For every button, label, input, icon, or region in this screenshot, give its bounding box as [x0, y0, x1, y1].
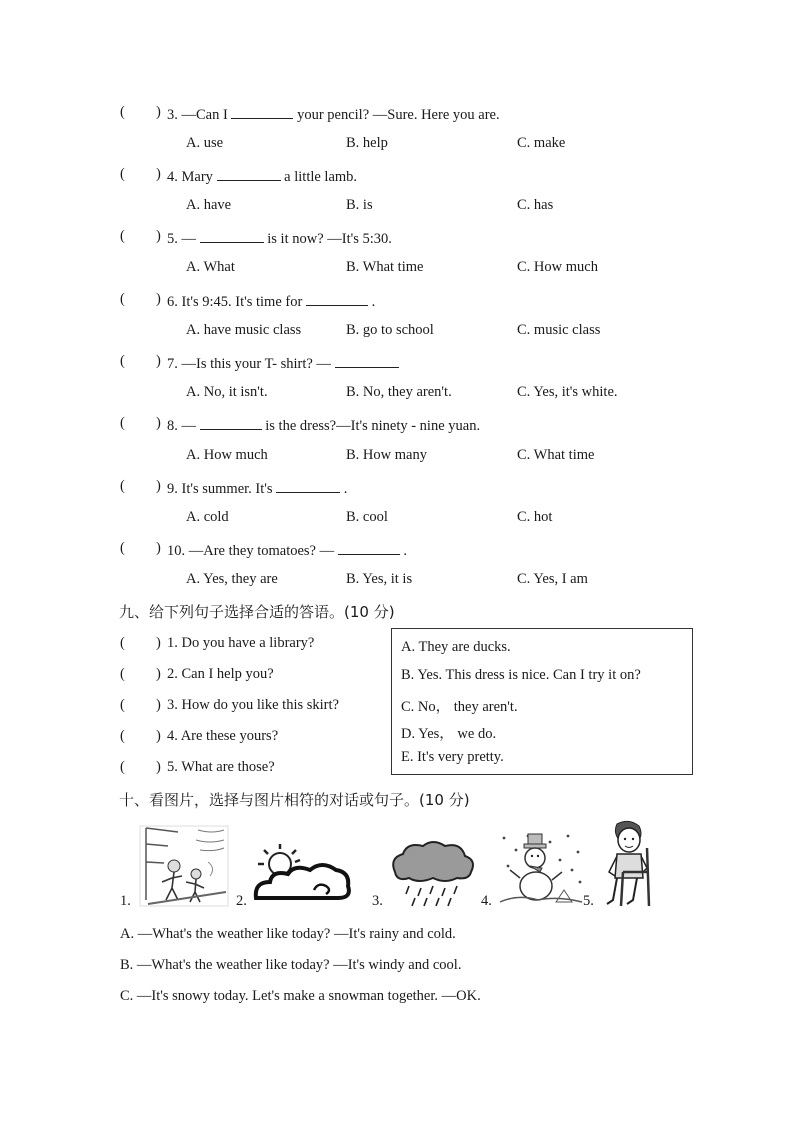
answer-option: B. Yes. This dress is nice. Can I try it on?	[401, 667, 641, 683]
question-post: .	[343, 481, 348, 497]
question-pre: 3. —Can I	[167, 107, 228, 123]
option-c: C. How much	[517, 259, 598, 275]
matching-question-text: 5. What are those?	[167, 759, 275, 775]
question-pre: 9. It's summer. It's	[167, 481, 273, 497]
fill-blank	[276, 478, 340, 493]
matching-question-text: 1. Do you have a library?	[167, 635, 315, 651]
question-pre: 7. —Is this your T- shirt? —	[167, 356, 331, 372]
option-c: C. Yes, it's white.	[517, 384, 618, 400]
answer-paren-open: (	[120, 166, 125, 182]
option-a: A. use	[186, 135, 224, 151]
picture-number: 1.	[120, 893, 131, 909]
option-a: A. Yes, they are	[186, 571, 278, 587]
dialogue-option: B. —What's the weather like today? —It's windy and cool.	[120, 957, 462, 973]
fill-blank	[200, 415, 262, 430]
answer-paren-close: )	[156, 166, 161, 182]
rain-cloud-icon	[389, 838, 475, 908]
answer-paren-open: (	[120, 759, 125, 775]
option-a: A. No, it isn't.	[186, 384, 268, 400]
fill-blank	[231, 104, 293, 119]
answer-paren-close: )	[156, 104, 161, 120]
sitting-person-icon	[603, 820, 659, 910]
question-post: a little lamb.	[284, 169, 358, 185]
answer-paren-open: (	[120, 104, 125, 120]
picture-number: 4.	[481, 893, 492, 909]
matching-question-text: 2. Can I help you?	[167, 666, 274, 682]
option-c: C. music class	[517, 322, 601, 338]
question-pre: 10. —Are they tomatoes? —	[167, 543, 335, 559]
option-b: B. cool	[346, 509, 388, 525]
option-c: C. Yes, I am	[517, 571, 588, 587]
fill-blank	[335, 353, 399, 368]
answer-paren-open: (	[120, 540, 125, 556]
option-c: C. hot	[517, 509, 553, 525]
answer-paren-open: (	[120, 353, 125, 369]
matching-question-text: 4. Are these yours?	[167, 728, 279, 744]
picture-number: 2.	[236, 893, 247, 909]
question-post: .	[371, 294, 376, 310]
option-b: B. No, they aren't.	[346, 384, 452, 400]
option-a: A. have	[186, 197, 232, 213]
fill-blank	[338, 540, 400, 555]
answer-paren-open: (	[120, 415, 125, 431]
fill-blank	[200, 228, 264, 243]
option-b: B. How many	[346, 447, 427, 463]
answer-paren-close: )	[156, 291, 161, 307]
snowman-icon	[498, 830, 584, 908]
answer-paren-open: (	[120, 478, 125, 494]
option-a: A. How much	[186, 447, 268, 463]
option-b: B. Yes, it is	[346, 571, 413, 587]
question-text	[167, 291, 375, 311]
question-text	[167, 228, 392, 248]
answer-paren-close: )	[156, 228, 161, 244]
fill-blank	[217, 166, 281, 181]
matching-question-text: 3. How do you like this skirt?	[167, 697, 339, 713]
answer-paren-open: (	[120, 728, 125, 744]
question-post: is the dress?—It's ninety - nine yuan.	[265, 418, 481, 434]
answer-paren-close: )	[156, 540, 161, 556]
answer-paren-open: (	[120, 697, 125, 713]
fill-blank	[306, 291, 368, 306]
answer-paren-open: (	[120, 228, 125, 244]
option-b: B. go to school	[346, 322, 434, 338]
question-text	[167, 540, 407, 560]
answer-option: E. It's very pretty.	[401, 749, 504, 765]
answer-option: D. Yes， we do.	[401, 726, 497, 742]
answer-paren-open: (	[120, 666, 125, 682]
answer-box	[391, 628, 693, 775]
section-10-heading: 十、看图片，选择与图片相符的对话或句子。(10 分)	[119, 791, 470, 809]
question-text	[167, 415, 480, 435]
section-9-heading: 九、给下列句子选择合适的答语。(10 分)	[119, 603, 395, 621]
question-post: .	[403, 543, 407, 559]
question-text	[167, 478, 347, 498]
answer-paren-close: )	[156, 415, 161, 431]
option-c: C. has	[517, 197, 554, 213]
option-c: C. What time	[517, 447, 595, 463]
answer-paren-close: )	[156, 697, 161, 713]
question-pre: 8. —	[167, 418, 196, 434]
option-b: B. What time	[346, 259, 424, 275]
answer-option: C. No， they aren't.	[401, 699, 518, 715]
sun-clouds-icon	[252, 842, 352, 904]
answer-paren-close: )	[156, 635, 161, 651]
option-a: A. have music class	[186, 322, 302, 338]
question-text	[167, 353, 399, 373]
question-text	[167, 104, 500, 124]
question-pre: 6. It's 9:45. It's time for	[167, 294, 303, 310]
question-text	[167, 166, 357, 186]
answer-paren-close: )	[156, 353, 161, 369]
answer-paren-close: )	[156, 759, 161, 775]
option-b: B. help	[346, 135, 388, 151]
picture-number: 3.	[372, 893, 383, 909]
dialogue-option: C. —It's snowy today. Let's make a snowman together. —OK.	[120, 988, 481, 1004]
option-a: A. cold	[186, 509, 229, 525]
answer-option: A. They are ducks.	[401, 639, 511, 655]
dialogue-option: A. —What's the weather like today? —It's rainy and cold.	[120, 926, 456, 942]
option-c: C. make	[517, 135, 566, 151]
option-b: B. is	[346, 197, 373, 213]
question-pre: 4. Mary	[167, 169, 213, 185]
question-pre: 5. —	[167, 231, 196, 247]
answer-paren-close: )	[156, 728, 161, 744]
option-a: A. What	[186, 259, 235, 275]
answer-paren-open: (	[120, 635, 125, 651]
question-post: is it now? —It's 5:30.	[267, 231, 392, 247]
answer-paren-close: )	[156, 478, 161, 494]
picture-number: 5.	[583, 893, 594, 909]
answer-paren-open: (	[120, 291, 125, 307]
windy-street-icon	[138, 822, 230, 908]
answer-paren-close: )	[156, 666, 161, 682]
question-post: your pencil? —Sure. Here you are.	[297, 107, 500, 123]
